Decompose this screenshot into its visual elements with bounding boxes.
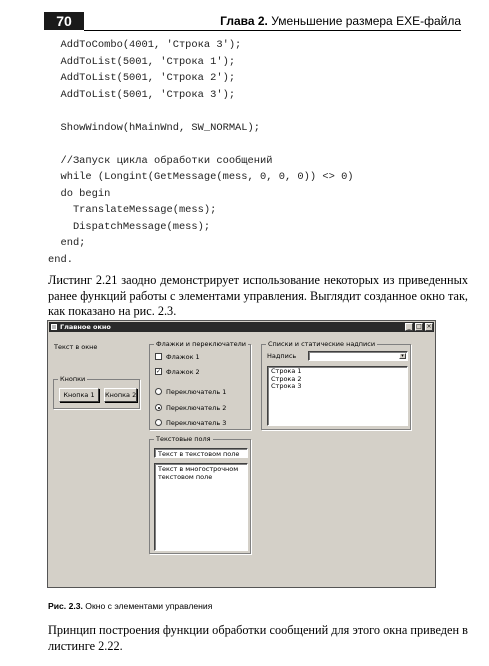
page-number: 70 <box>44 12 84 30</box>
radio-2[interactable] <box>155 404 162 411</box>
body-paragraph-1: Листинг 2.21 заодно демонстрирует использование некоторых из приведенных ранее функций работы с элементами управления. Выглядит созданное окно так, как показано на рис. 2.3. <box>48 273 468 318</box>
combo-box[interactable] <box>308 351 408 361</box>
code-line: AddToCombo(4001, 'Строка 3'); <box>48 39 242 51</box>
code-line <box>48 103 354 120</box>
code-line: ShowWindow(hMainWnd, SW_NORMAL); <box>48 121 261 134</box>
figure-caption-label: Рис. 2.3. <box>48 601 83 611</box>
list-item[interactable]: Строка 3 <box>271 382 302 390</box>
static-text-label: Текст в окне <box>54 343 98 351</box>
button-1[interactable]: Кнопка 1 <box>59 388 99 402</box>
code-line: TranslateMessage(mess); <box>48 204 217 216</box>
code-line: do begin <box>48 187 111 200</box>
window-title: Главное окно <box>60 323 111 331</box>
header-rule <box>84 30 461 31</box>
checkbox-1[interactable] <box>155 353 162 360</box>
code-line <box>48 136 354 153</box>
lists-group <box>261 340 411 430</box>
body-paragraph-2: Принцип построения функции обработки сообщений для этого окна приведен в листинге 2.22. <box>48 623 468 653</box>
chapter-title: Уменьшение размера EXE-файла <box>271 14 461 28</box>
text-fields-group-title: Текстовые поля <box>156 435 211 443</box>
code-line: end; <box>48 237 86 249</box>
flags-group <box>149 340 251 430</box>
code-line: while (Longint(GetMessage(mess, 0, 0, 0)) <> 0) <box>48 171 354 183</box>
window-app-icon <box>51 324 57 330</box>
chapter-heading <box>220 12 461 30</box>
buttons-group <box>53 375 140 409</box>
memo-field[interactable]: Текст в многострочном текстовом поле <box>154 463 248 551</box>
edit-field[interactable]: Текст в текстовом поле <box>154 448 248 458</box>
checkbox-2-label: Флажок 2 <box>166 368 200 376</box>
figure-caption <box>48 601 212 611</box>
code-line: end. <box>48 253 73 266</box>
radio-3[interactable] <box>155 419 162 426</box>
code-listing <box>48 37 354 268</box>
radio-2-label: Переключатель 2 <box>166 404 227 412</box>
checkbox-2[interactable]: ✓ <box>156 368 162 375</box>
button-2[interactable]: Кнопка 2 <box>104 388 137 402</box>
code-line: AddToList(5001, 'Строка 3'); <box>48 88 236 101</box>
main-window-figure <box>47 320 436 588</box>
list-item[interactable]: Строка 2 <box>271 374 302 383</box>
radio-3-label: Переключатель 3 <box>166 419 227 427</box>
figure-caption-text: Окно с элементами управления <box>85 601 213 611</box>
radio-1[interactable] <box>155 388 162 395</box>
window-titlebar <box>49 322 434 332</box>
buttons-group-title: Кнопки <box>60 375 86 383</box>
code-line: AddToList(5001, 'Строка 2'); <box>48 72 236 84</box>
code-line: //Запуск цикла обработки сообщений <box>48 154 273 167</box>
caption-label: Надпись <box>267 352 297 360</box>
radio-1-label: Переключатель 1 <box>166 388 227 396</box>
maximize-icon[interactable]: □ <box>416 323 422 330</box>
text-fields-group <box>149 435 251 554</box>
code-line: DispatchMessage(mess); <box>48 220 211 233</box>
chapter-label: Глава 2. <box>220 14 268 28</box>
checkbox-1-label: Флажок 1 <box>166 353 200 361</box>
listbox[interactable] <box>267 366 408 426</box>
minimize-icon[interactable]: _ <box>405 323 413 331</box>
close-icon[interactable]: × <box>426 323 432 330</box>
flags-group-title: Флажки и переключатели <box>156 340 247 348</box>
list-item[interactable]: Строка 1 <box>271 367 302 375</box>
chevron-down-icon[interactable]: ▾ <box>399 353 406 359</box>
lists-group-title: Списки и статические надписи <box>268 340 376 348</box>
code-line: AddToList(5001, 'Строка 1'); <box>48 55 236 68</box>
